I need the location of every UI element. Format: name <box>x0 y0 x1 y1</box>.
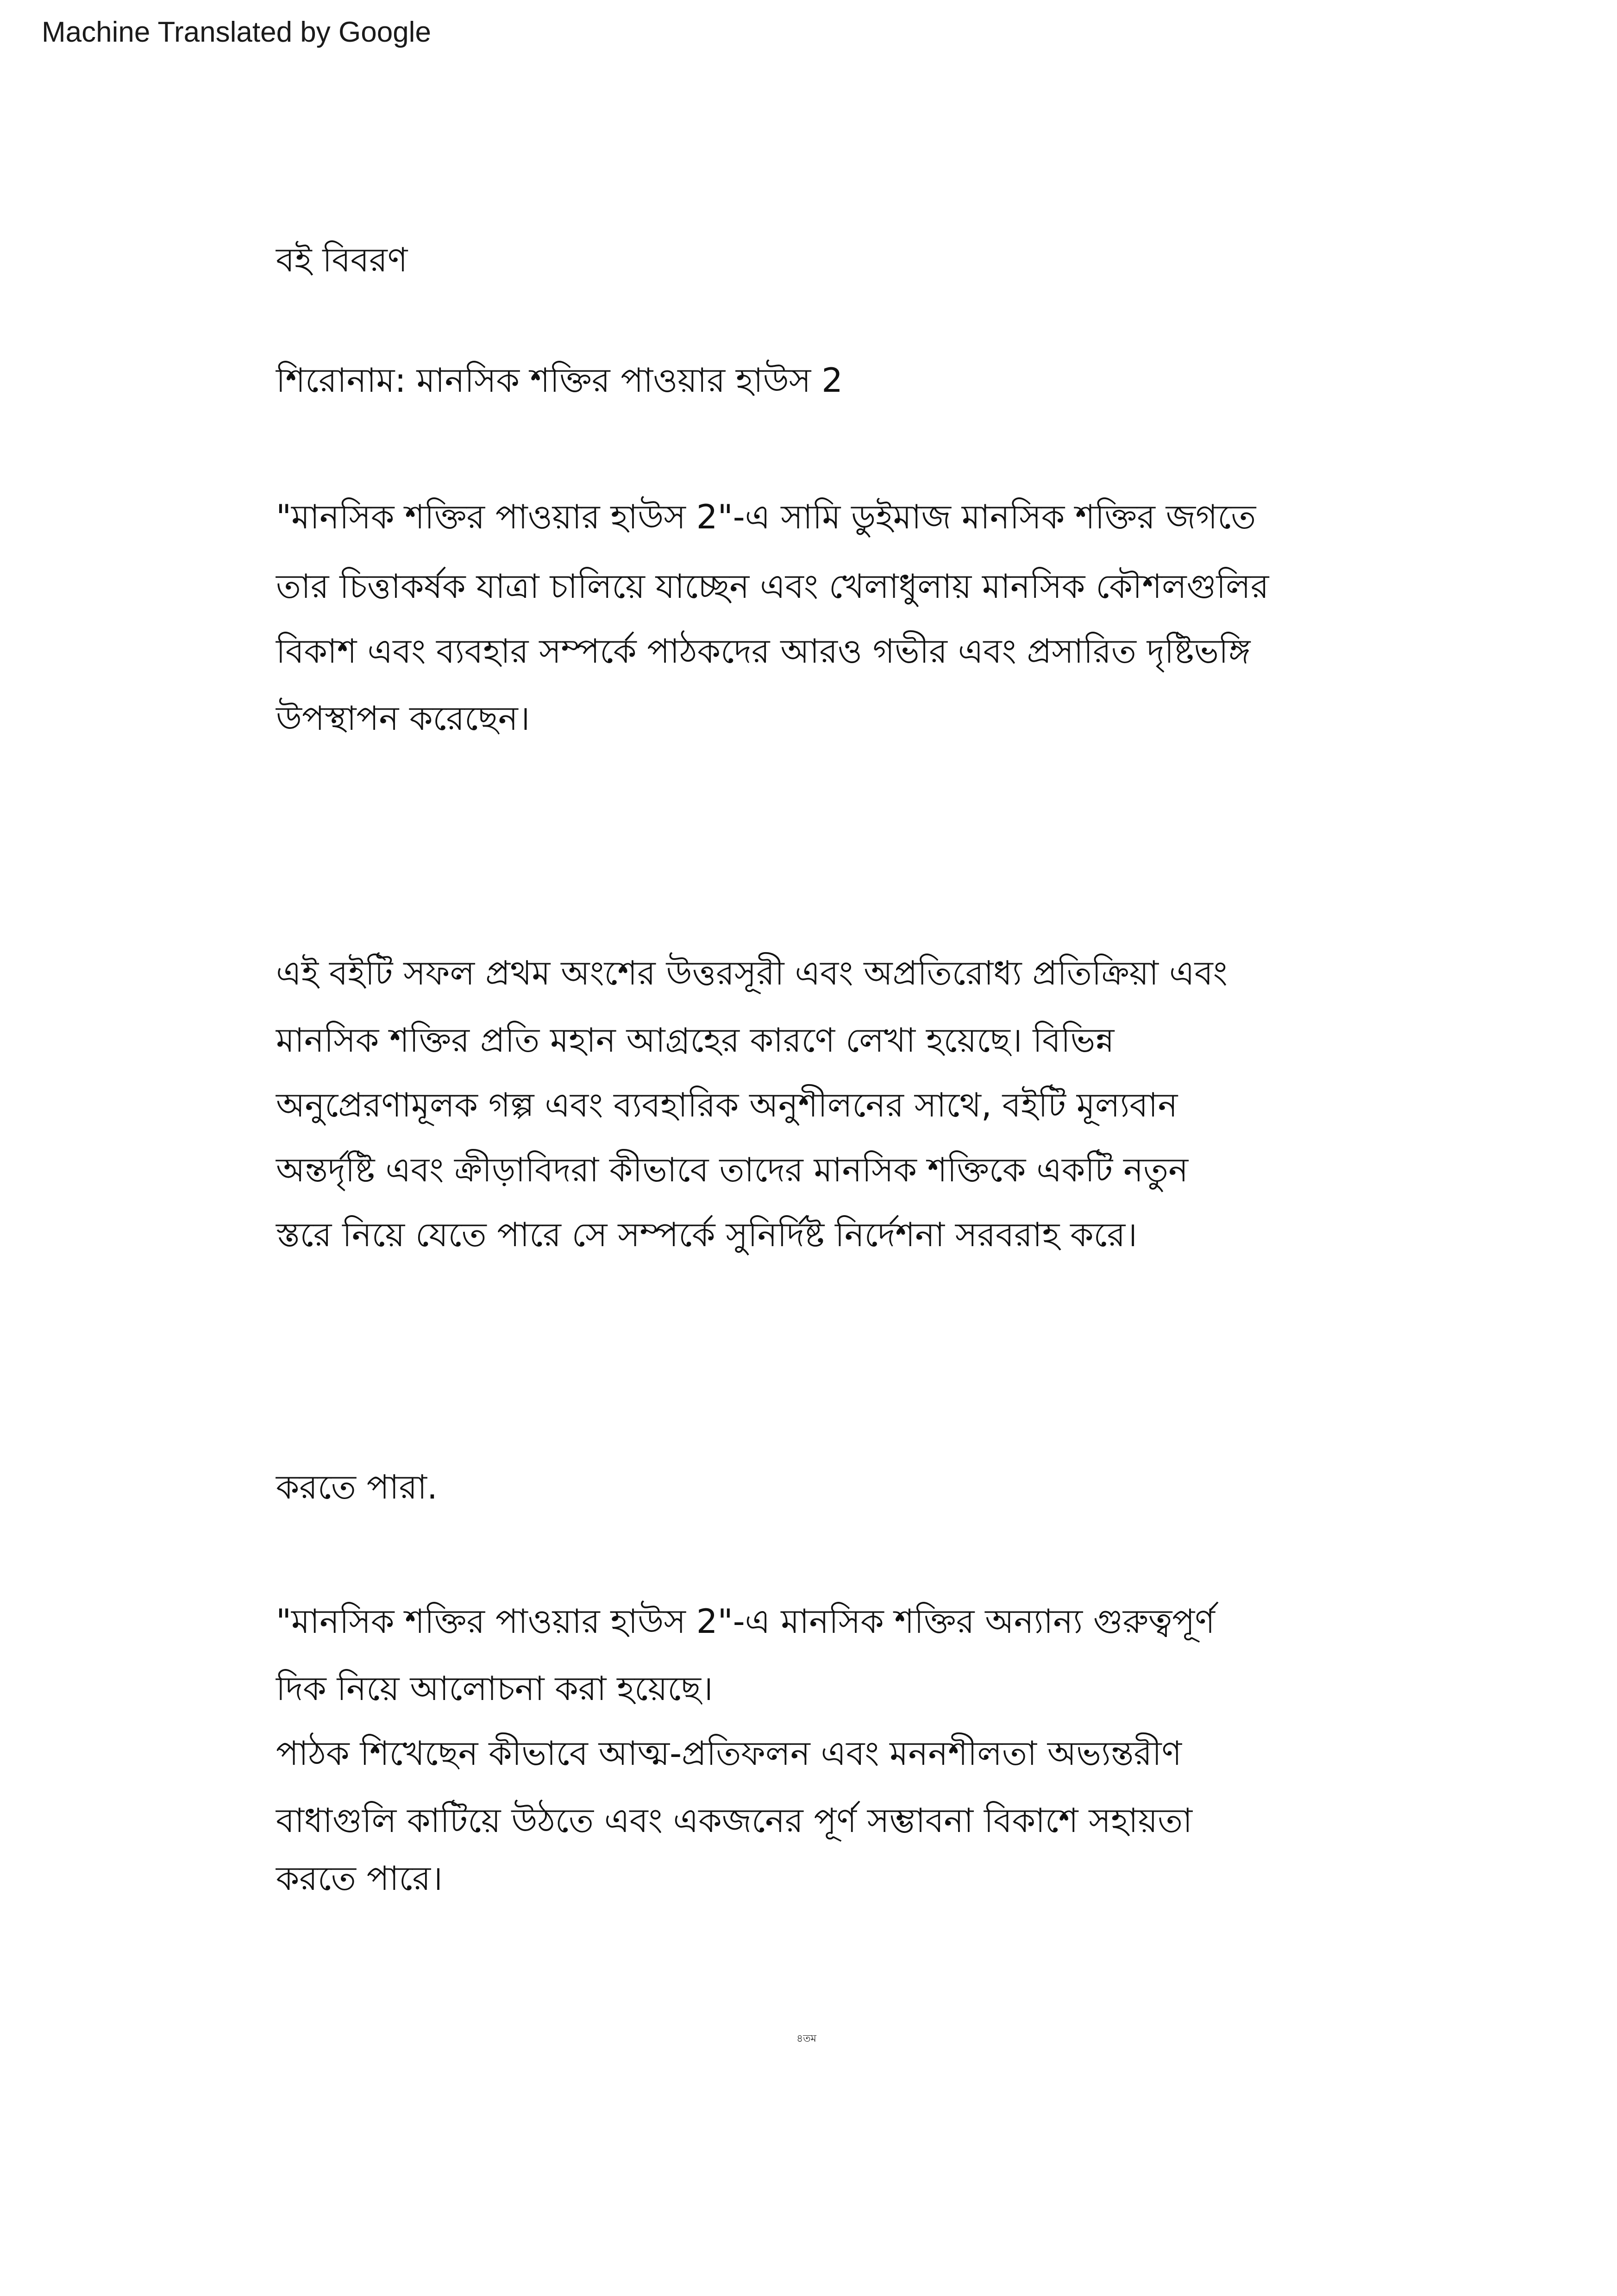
paragraph-line: উপস্থাপন করেছেন। <box>276 699 530 738</box>
page-number: ৪তম <box>796 2033 816 2045</box>
book-title-line: শিরোনাম: মানসিক শক্তির পাওয়ার হাউস 2 <box>276 361 843 400</box>
machine-translation-banner: Machine Translated by Google <box>42 16 431 48</box>
sentence-fragment: করতে পারা. <box>276 1468 438 1506</box>
paragraph-line: অন্তর্দৃষ্টি এবং ক্রীড়াবিদরা কীভাবে তাদের মানসিক শক্তিকে একটি নতুন <box>276 1150 1189 1189</box>
paragraph-line: এই বইটি সফল প্রথম অংশের উত্তরসূরী এবং অপ্রতিরোধ্য প্রতিক্রিয়া এবং <box>276 954 1228 992</box>
paragraph-line: মানসিক শক্তির প্রতি মহান আগ্রহের কারণে লেখা হয়েছে। বিভিন্ন <box>276 1021 1115 1060</box>
section-heading: বই বিবরণ <box>276 240 408 279</box>
paragraph-line: স্তরে নিয়ে যেতে পারে সে সম্পর্কে সুনির্দিষ্ট নির্দেশনা সরবরাহ করে। <box>276 1215 1137 1254</box>
paragraph-line: "মানসিক শক্তির পাওয়ার হাউস 2"-এ সামি ডুইমাজ মানসিক শক্তির জগতে <box>276 497 1256 536</box>
paragraph-line: দিক নিয়ে আলোচনা করা হয়েছে। <box>276 1669 713 1708</box>
paragraph-line: বিকাশ এবং ব্যবহার সম্পর্কে পাঠকদের আরও গভীর এবং প্রসারিত দৃষ্টিভঙ্গি <box>276 632 1251 671</box>
paragraph-line: পাঠক শিখেছেন কীভাবে আত্ম-প্রতিফলন এবং মননশীলতা অভ্যন্তরীণ <box>276 1734 1182 1773</box>
paragraph-line: অনুপ্রেরণামূলক গল্প এবং ব্যবহারিক অনুশীলনের সাথে, বইটি মূল্যবান <box>276 1085 1178 1124</box>
paragraph-line: বাধাগুলি কাটিয়ে উঠতে এবং একজনের পূর্ণ সম্ভাবনা বিকাশে সহায়তা <box>276 1801 1192 1840</box>
paragraph-line: করতে পারে। <box>276 1859 443 1898</box>
paragraph-line: "মানসিক শক্তির পাওয়ার হাউস 2"-এ মানসিক শক্তির অন্যান্য গুরুত্বপূর্ণ <box>276 1602 1215 1641</box>
paragraph-line: তার চিত্তাকর্ষক যাত্রা চালিয়ে যাচ্ছেন এবং খেলাধুলায় মানসিক কৌশলগুলির <box>276 567 1269 606</box>
